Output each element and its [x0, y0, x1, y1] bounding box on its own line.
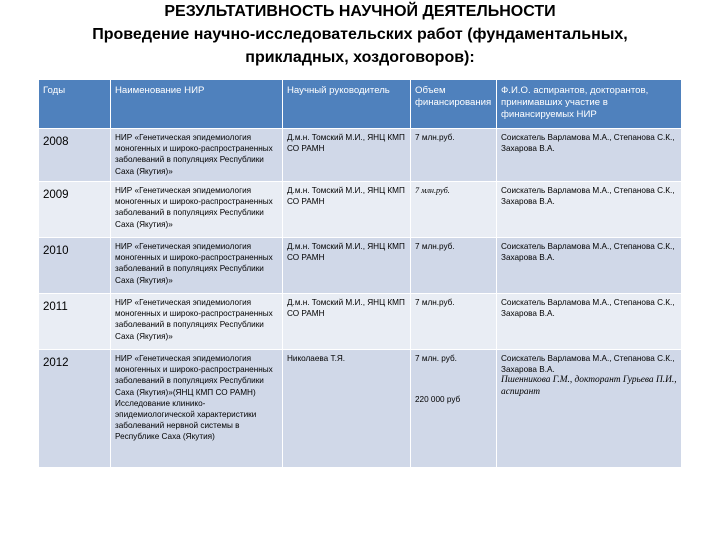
cell-year: 2011: [39, 294, 111, 350]
cell-leader: Д.м.н. Томский М.И., ЯНЦ КМП СО РАМН: [283, 129, 411, 182]
spacer: [415, 364, 492, 394]
table-row: [39, 182, 682, 238]
cell-people: Соискатель Варламова М.А., Степанова С.К., Захарова В.А.: [497, 294, 682, 350]
cell-year: 2012: [39, 350, 111, 468]
table-row: [39, 294, 682, 350]
cell-name: НИР «Генетическая эпидемиология моногенных и широко-распространенных заболеваний в популяциях Республики Саха (Якутия)»(ЯНЦ КМП СО РАМН) Исследование клинико-эпидемиологической характеристики заболеваний нервной системы в Республике Саха (Якутия): [111, 350, 283, 468]
cell-year: 2010: [39, 238, 111, 294]
header-name: Наименование НИР: [111, 80, 283, 129]
header-funding: Объем финансирования: [411, 80, 497, 129]
cell-funding: 7 млн.руб.: [411, 294, 497, 350]
cell-funding-extra: 220 000 руб: [415, 395, 461, 405]
cell-name: НИР «Генетическая эпидемиология моногенных и широко-распространенных заболеваний в популяциях Республики Саха (Якутия)»: [111, 129, 283, 182]
cell-year: 2008: [39, 129, 111, 182]
title-line-3: прикладных, хоздоговоров):: [245, 49, 475, 66]
table-row: [39, 350, 682, 468]
cell-name: НИР «Генетическая эпидемиология моногенных и широко-распространенных заболеваний в популяциях Республики Саха (Якутия)»: [111, 182, 283, 238]
header-people: Ф.И.О. аспирантов, докторантов, принимавших участие в финансируемых НИР: [497, 80, 682, 129]
title-line-1: РЕЗУЛЬТАТИВНОСТЬ НАУЧНОЙ ДЕЯТЕЛЬНОСТИ: [164, 3, 556, 20]
cell-funding-group: [411, 350, 497, 468]
header-row: [39, 80, 682, 129]
cell-leader: Николаева Т.Я.: [283, 350, 411, 468]
slide-title: [0, 0, 720, 69]
cell-funding: 7 млн.руб.: [411, 129, 497, 182]
title-line-2: Проведение научно-исследовательских работ (фундаментальных,: [92, 26, 628, 43]
cell-people: Соискатель Варламова М.А., Степанова С.К., Захарова В.А.: [497, 129, 682, 182]
cell-funding: 7 млн. руб.: [415, 354, 457, 363]
cell-people-group: [497, 350, 682, 468]
research-table: [38, 79, 682, 468]
cell-name: НИР «Генетическая эпидемиология моногенных и широко-распространенных заболеваний в популяциях Республики Саха (Якутия)»: [111, 294, 283, 350]
table-row: [39, 238, 682, 294]
cell-year: 2009: [39, 182, 111, 238]
cell-people: Соискатель Варламова М.А., Степанова С.К., Захарова В.А.: [497, 182, 682, 238]
cell-name: НИР «Генетическая эпидемиология моногенных и широко-распространенных заболеваний в популяциях Республики Саха (Якутия)»: [111, 238, 283, 294]
cell-people-extra: Пшенникова Г.М., докторант Гурьева П.И., аспирант: [501, 375, 677, 397]
table-row: [39, 129, 682, 182]
header-leader: Научный руководитель: [283, 80, 411, 129]
cell-leader: Д.м.н. Томский М.И., ЯНЦ КМП СО РАМН: [283, 182, 411, 238]
cell-leader: Д.м.н. Томский М.И., ЯНЦ КМП СО РАМН: [283, 238, 411, 294]
header-year: Годы: [39, 80, 111, 129]
cell-funding: 7 млн.руб.: [411, 238, 497, 294]
cell-funding: 7 млн.руб.: [411, 182, 497, 238]
cell-people: Соискатель Варламова М.А., Степанова С.К., Захарова В.А.: [501, 354, 675, 375]
cell-people: Соискатель Варламова М.А., Степанова С.К., Захарова В.А.: [497, 238, 682, 294]
cell-leader: Д.м.н. Томский М.И., ЯНЦ КМП СО РАМН: [283, 294, 411, 350]
